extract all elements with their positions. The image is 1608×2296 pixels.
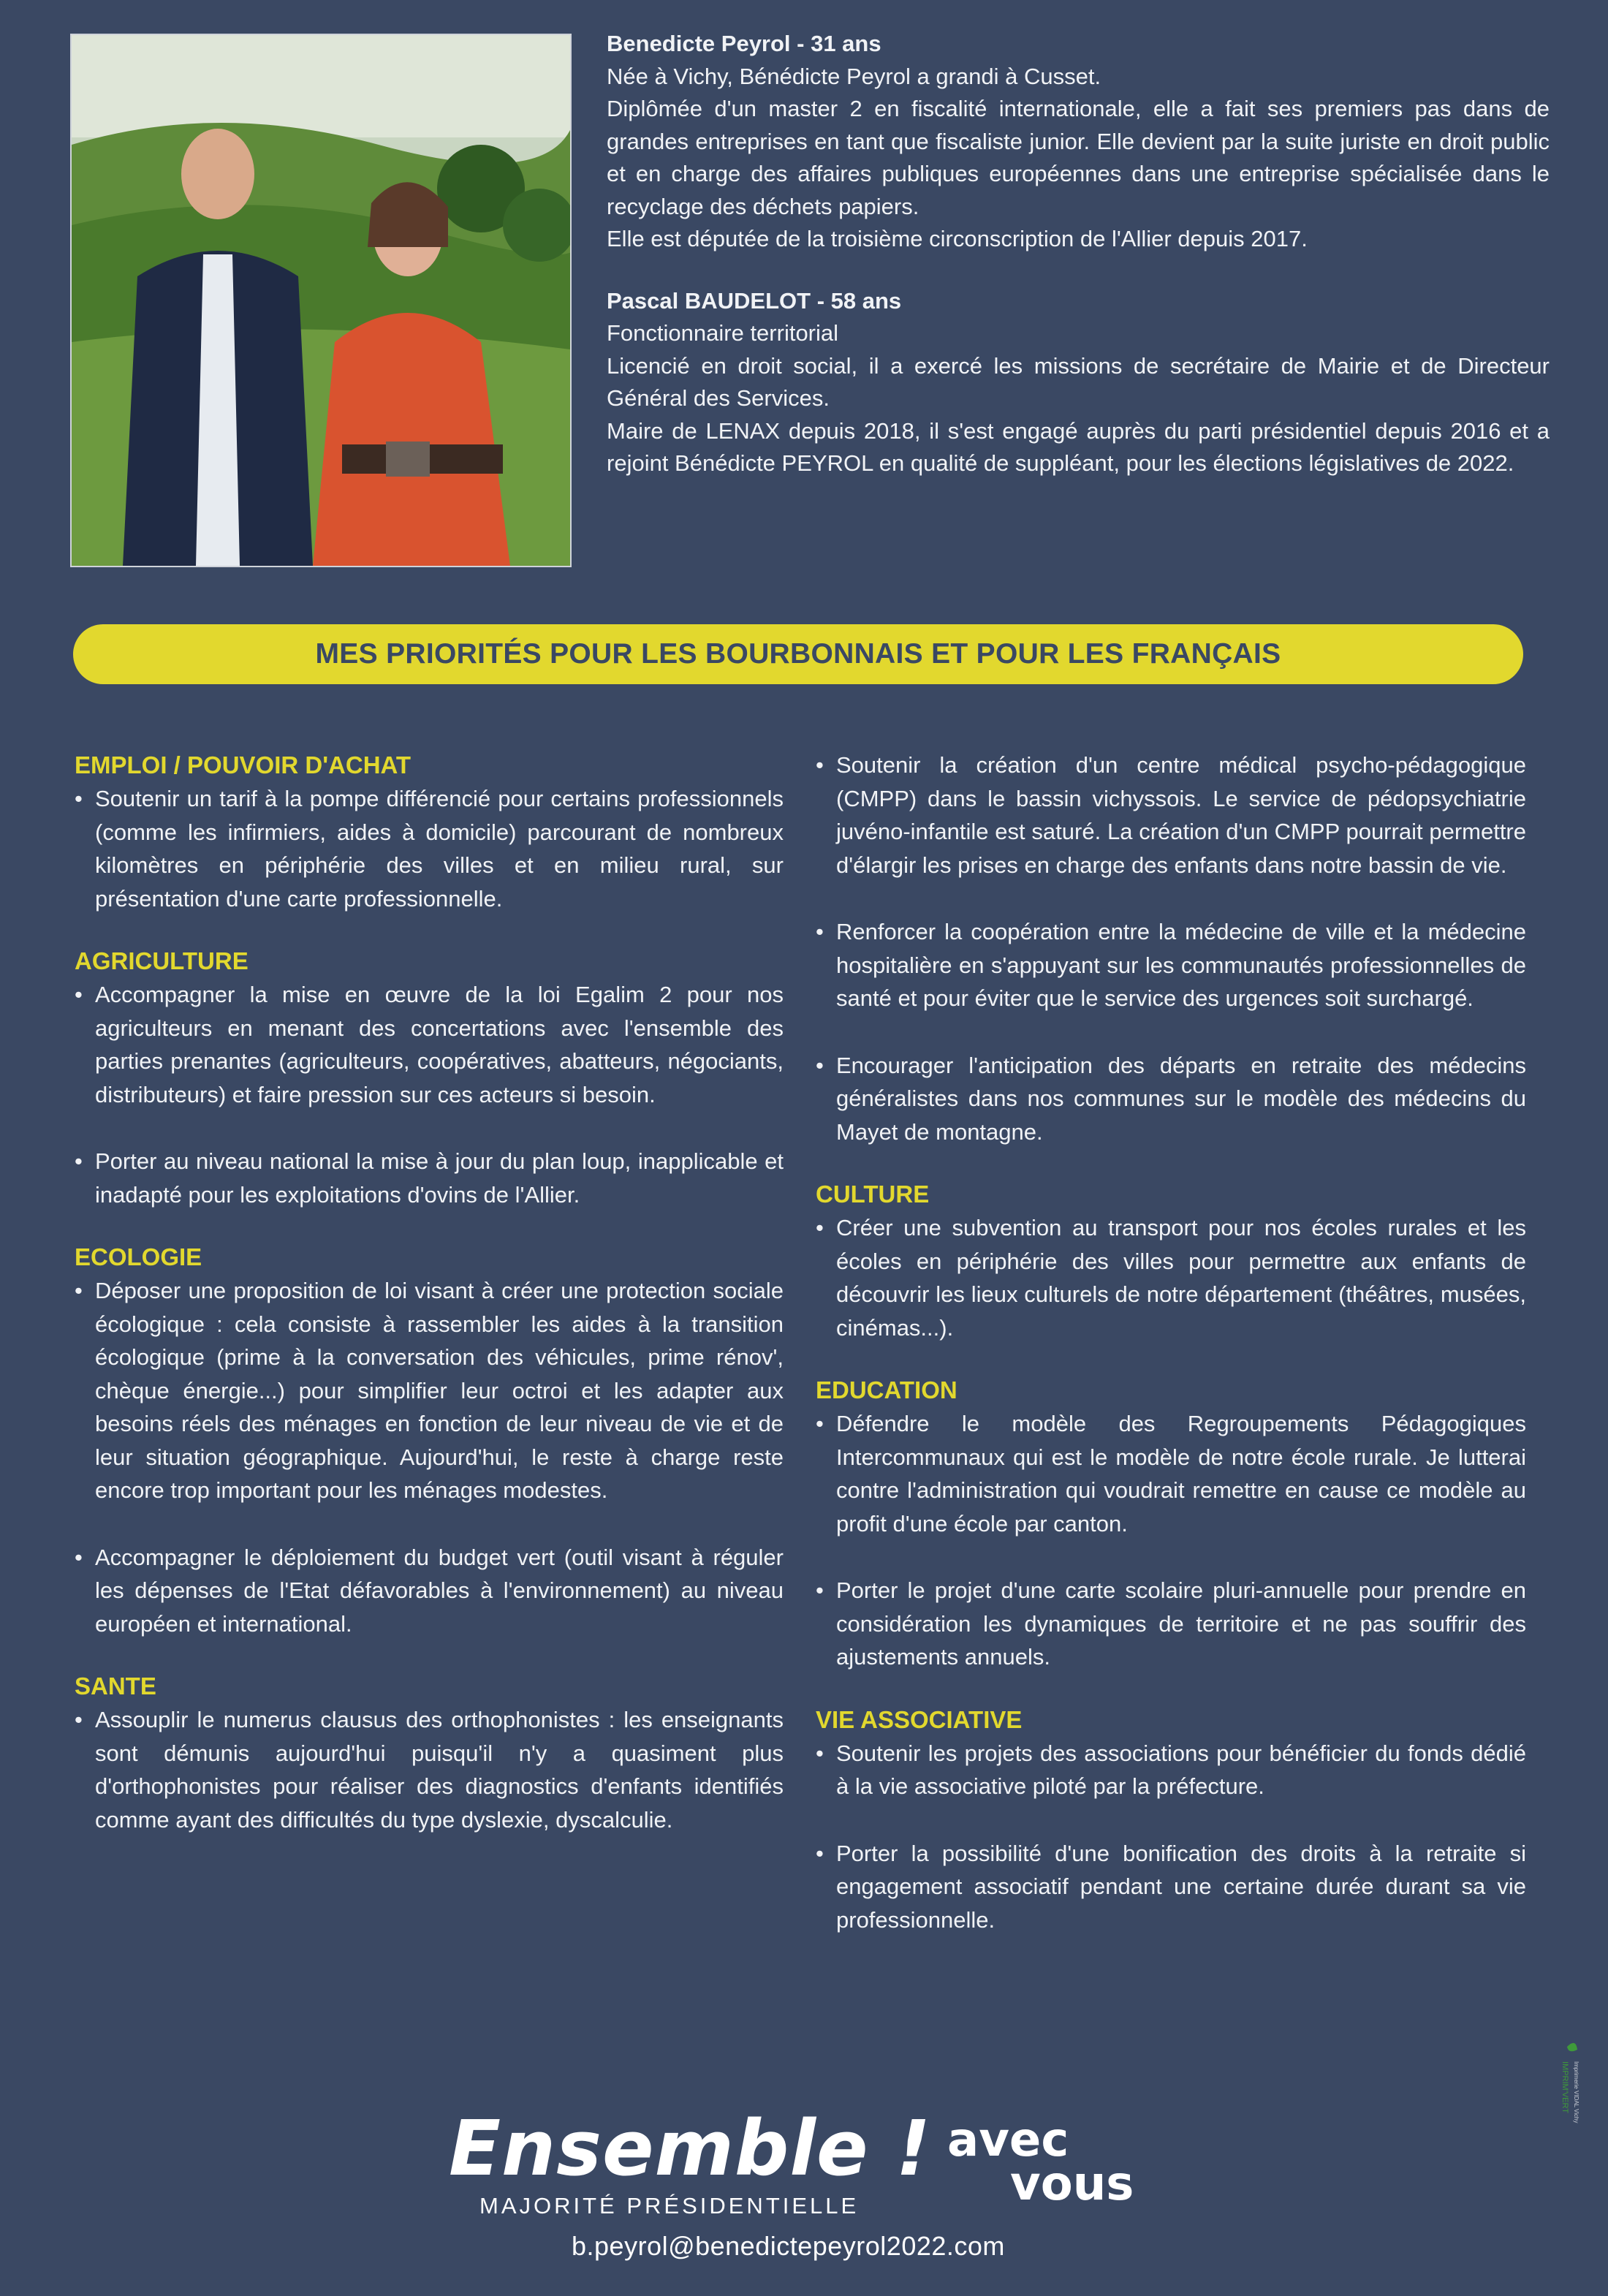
section-culture [816,1178,1526,1344]
section-agriculture [75,944,784,1211]
bio-line: Maire de LENAX depuis 2018, il s'est engagé auprès du parti présidentiel depuis 2016 et a rejoint Bénédicte PEYROL en qualité de suppléant, pour les élections législatives de 2022. [607,417,1550,476]
section-sante [75,1670,784,1836]
imprim-vert-logo [1552,2032,1582,2156]
priority-item: • Encourager l'anticipation des départs en retraite des médecins généralistes dans nos communes sur le modèle des médecins du Mayet de montagne. [816,1049,1526,1149]
bio-name: Pascal BAUDELOT - 58 ans [607,287,902,314]
section-title: AGRICULTURE [75,947,249,974]
majorite-presidentielle-label: MAJORITÉ PRÉSIDENTIELLE [479,2193,860,2219]
priority-item: • Soutenir un tarif à la pompe différencié pour certains professionnels (comme les infirmiers, aides à domicile) parcourant de nombreux kilomètres en périphérie des villes et en milieu rural, sur présentation d'une carte professionnelle. [75,782,784,915]
priorities-banner: MES PRIORITÉS POUR LES BOURBONNAIS ET POUR LES FRANÇAIS [73,624,1523,684]
section-title: EDUCATION [816,1376,957,1403]
priorities-right-column [816,749,1526,1936]
photo-illustration [72,35,570,566]
priority-item: • Porter la possibilité d'une bonification des droits à la retraite si engagement associatif pendant une certaine durée durant sa vie professionnelle. [816,1837,1526,1937]
bio-line: Fonctionnaire territorial [607,320,839,346]
section-title: ECOLOGIE [75,1243,202,1270]
section-education [816,1374,1526,1674]
slogan-avec: avec [947,2113,1069,2167]
ensemble-logo: Ensemble ! [449,2104,932,2193]
bio-line: Née à Vichy, Bénédicte Peyrol a grandi à Cusset. [607,63,1101,89]
svg-text:IMPRIM'VERT: IMPRIM'VERT [1560,2061,1569,2113]
bio-pascal-baudelot [607,285,1550,480]
priority-item: • Déposer une proposition de loi visant à créer une protection sociale écologique : cela consiste à rassembler les aides à la transition écologique (prime à la conversation des véhicules, prime rénov', chèque énergie...) pour simplifier leur octroi et les adapter aux besoins réels des ménages en fonction de leur niveau de vie et de leur situation géographique. Aujourd'hui, le reste à charge reste encore trop important pour les ménages modestes. [75,1274,784,1507]
priority-item: • Renforcer la coopération entre la médecine de ville et la médecine hospitalière en s'appuyant sur les communautés professionnelles de santé et pour éviter que le service des urgences soit surchargé. [816,915,1526,1015]
section-sante-continued [816,749,1526,1148]
priority-item: • Porter le projet d'une carte scolaire pluri-annuelle pour prendre en considération les dynamiques de territoire et ne pas souffrir des ajustements annuels. [816,1574,1526,1674]
bio-name: Benedicte Peyrol - 31 ans [607,31,881,56]
section-title: VIE ASSOCIATIVE [816,1705,1023,1733]
svg-text:Imprimerie VIDAL Vichy: Imprimerie VIDAL Vichy [1573,2061,1579,2123]
candidates-photo [70,34,572,567]
priority-item: • Soutenir les projets des associations pour bénéficier du fonds dédié à la vie associative piloté par la préfecture. [816,1737,1526,1803]
avec-vous-slogan [947,2113,1134,2211]
priority-item: • Créer une subvention au transport pour nos écoles rurales et les écoles en périphérie des villes pour permettre aux enfants de découvrir les lieux culturels de notre département (théâtres, musées, cinémas...). [816,1211,1526,1344]
priority-item: • Accompagner la mise en œuvre de la loi Egalim 2 pour nos agriculteurs en menant des concertations avec l'ensemble des parties prenantes (agriculteurs, coopératives, abatteurs, négociants, distributeurs) et faire pression sur ces acteurs si besoin. [75,978,784,1111]
priority-item: • Porter au niveau national la mise à jour du plan loup, inapplicable et inadapté pour les exploitations d'ovins de l'Allier. [75,1145,784,1211]
section-vie-associative [816,1703,1526,1937]
slogan-vous: vous [1010,2157,1134,2211]
section-title: EMPLOI / POUVOIR D'ACHAT [75,751,412,778]
section-title: CULTURE [816,1181,930,1208]
bio-line: Diplômée d'un master 2 en fiscalité internationale, elle a fait ses premiers pas dans de grandes entreprises en tant que fiscaliste junior. Elle devient par la suite juriste en droit public et en charge des affaires publiques européennes dans une entreprise spécialisée dans le recyclage des déchets papiers. [607,96,1550,219]
section-title: SANTE [75,1672,156,1700]
priority-item: • Assouplir le numerus clausus des orthophonistes : les enseignants sont démunis aujourd'hui puisqu'il n'y a quasiment plus d'orthophonistes pour réaliser des diagnostics d'enfants identifiés comme ayant des difficultés du type dyslexie, dyscalculie. [75,1703,784,1836]
candidate-bios [607,28,1550,480]
bio-line: Elle est députée de la troisième circonscription de l'Allier depuis 2017. [607,226,1308,251]
contact-email: b.peyrol@benedictepeyrol2022.com [572,2231,1005,2261]
priority-item: • Défendre le modèle des Regroupements Pédagogiques Intercommunaux qui est le modèle de notre école rurale. Je lutterai contre l'administration qui voudrait remettre en cause ce modèle au profit d'une école par canton. [816,1407,1526,1540]
section-ecologie [75,1240,784,1640]
section-emploi [75,749,784,915]
priority-item: • Soutenir la création d'un centre médical psycho-pédagogique (CMPP) dans le bassin vichyssois. Le service de pédopsychiatrie juvéno-infantile est saturé. La création d'un CMPP pourrait permettre d'élargir les prises en charge des enfants dans notre bassin de vie. [816,749,1526,882]
priorities-left-column [75,749,784,1836]
bio-benedicte-peyrol [607,28,1550,256]
priority-item: • Accompagner le déploiement du budget vert (outil visant à réguler les dépenses de l'Etat défavorables à l'environnement) au niveau européen et international. [75,1541,784,1641]
bio-line: Licencié en droit social, il a exercé les missions de secrétaire de Mairie et de Directeur Général des Services. [607,352,1550,411]
